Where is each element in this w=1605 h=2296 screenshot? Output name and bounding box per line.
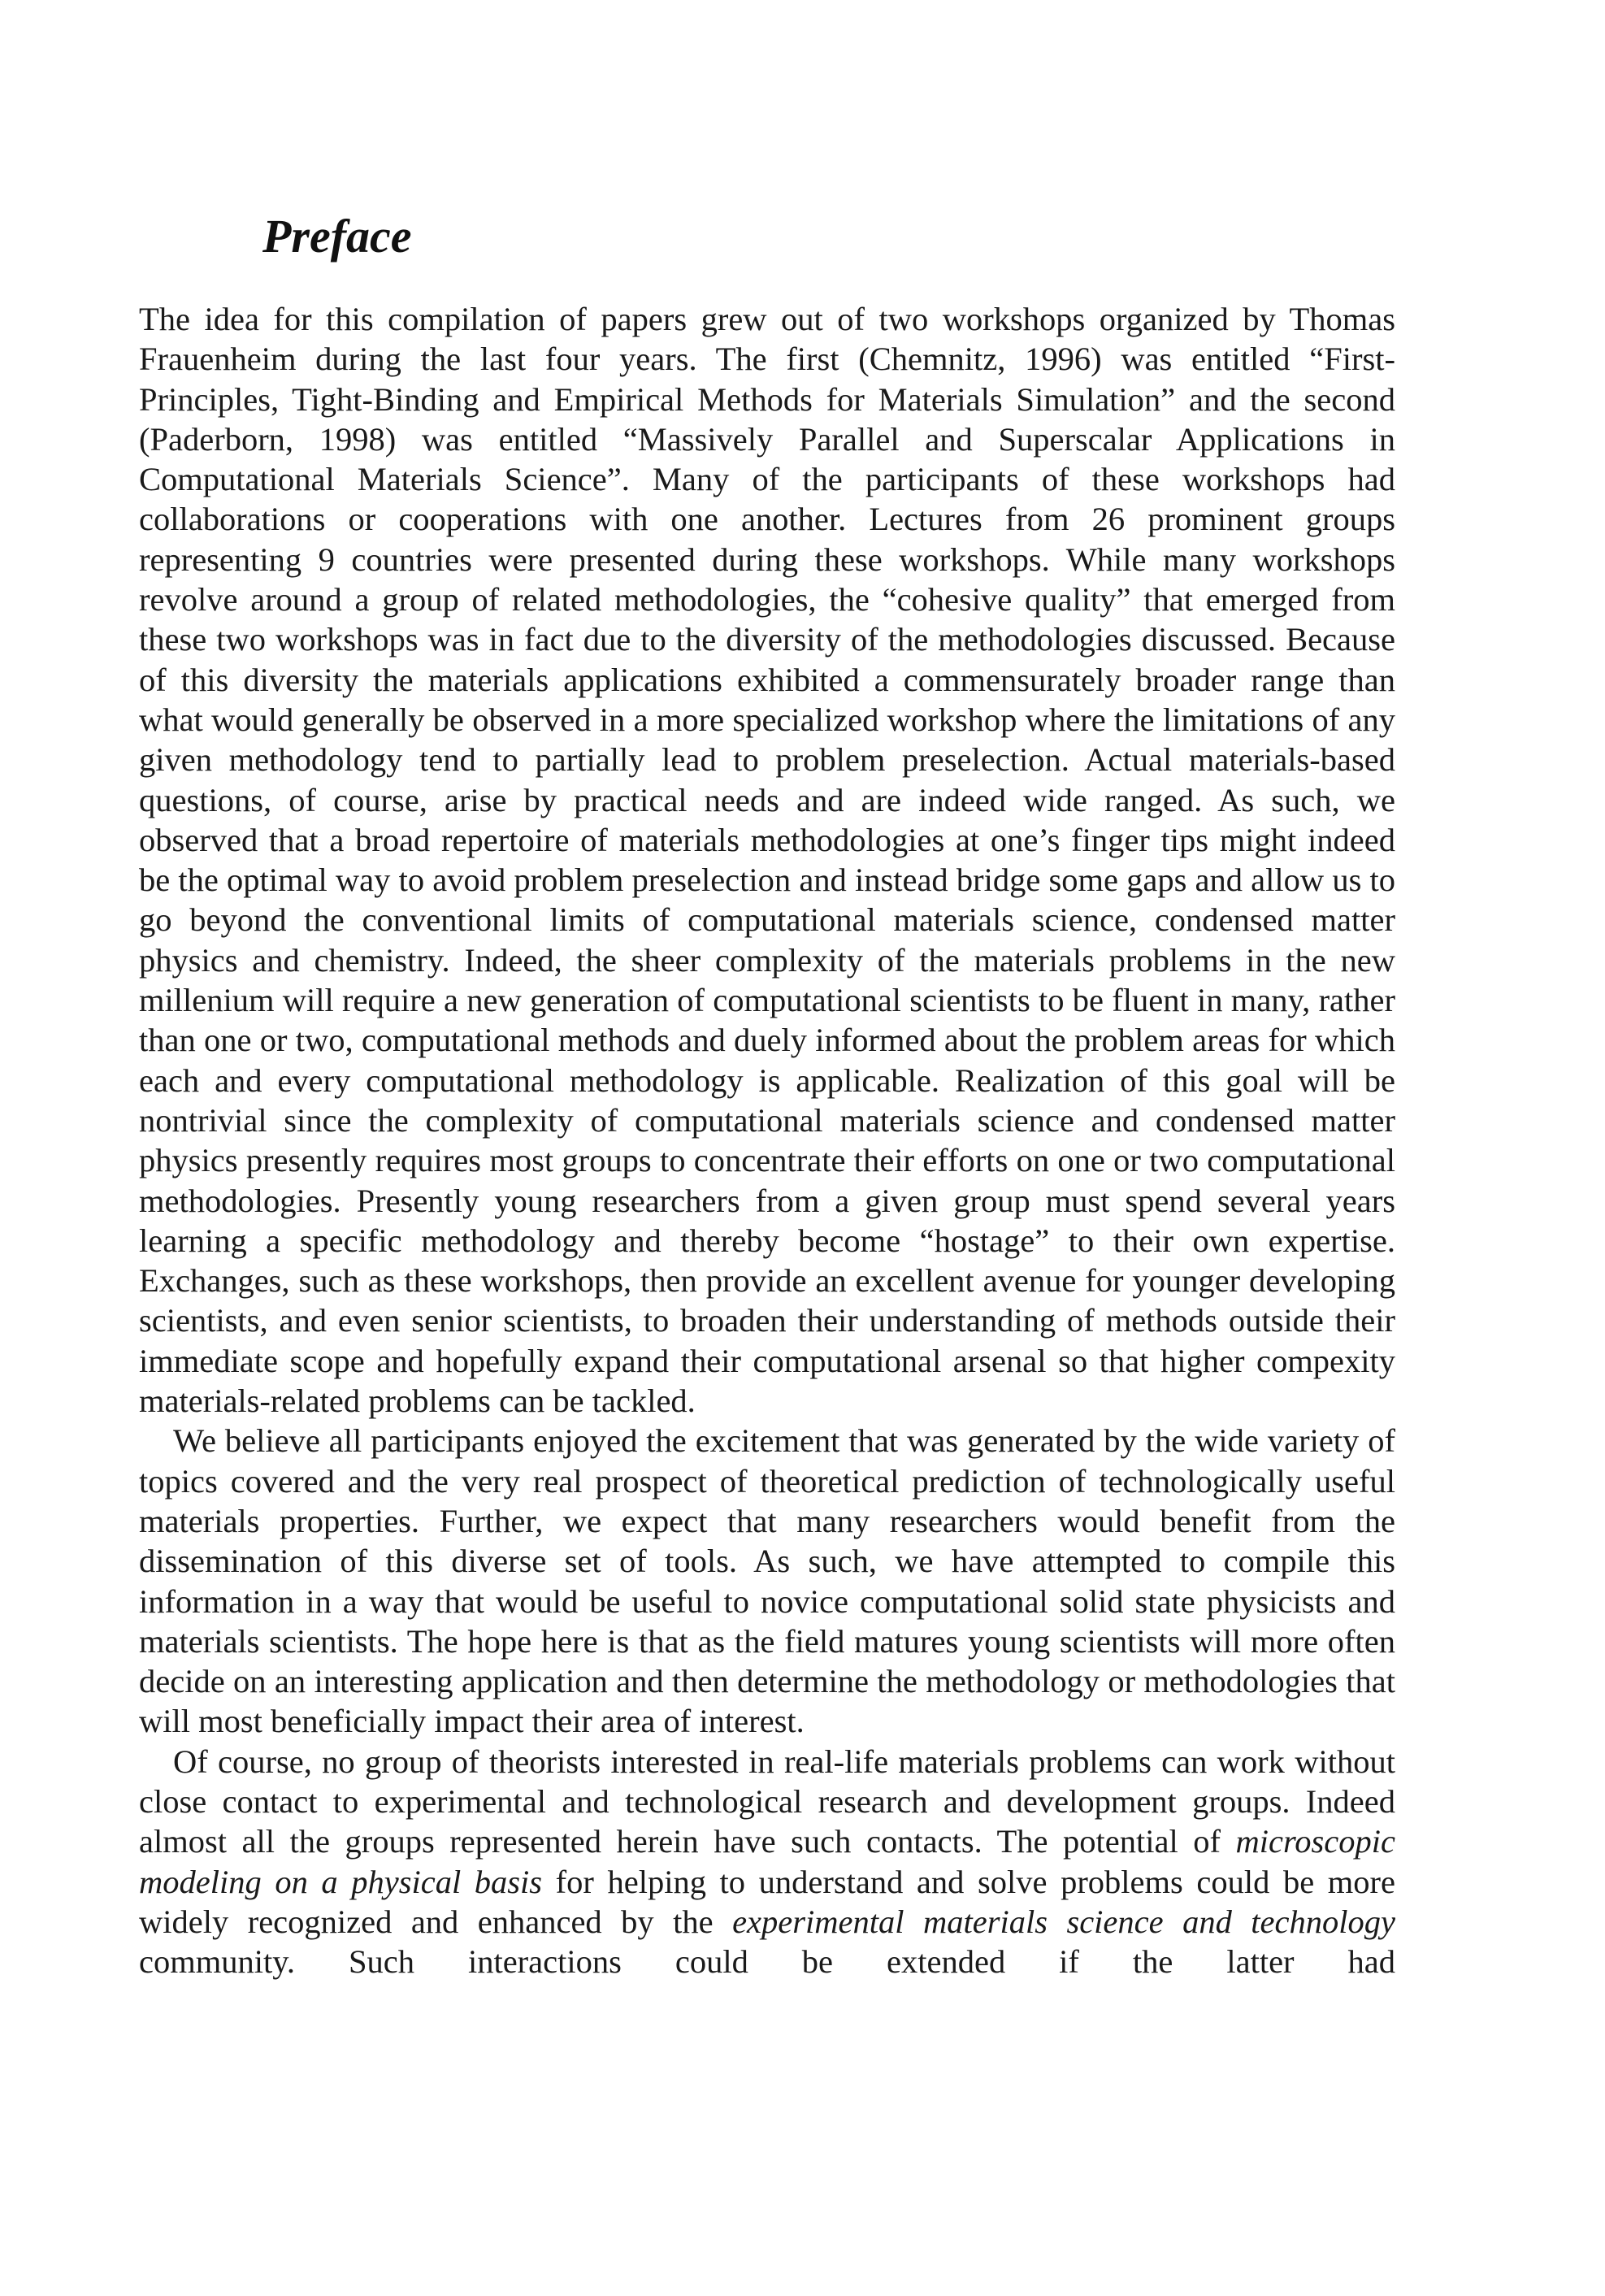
text-run: community. Such interactions could be extended if the latter had bbox=[139, 1943, 1395, 1981]
paragraph bbox=[139, 1421, 1395, 1741]
page-title: Preface bbox=[262, 210, 412, 263]
paragraph bbox=[139, 1742, 1395, 1982]
text-run: Of course, no group of theorists interested in real-life materials problems can work without close contact to experimental and technological research and development groups. Indeed almost all the groups represented herein have such contacts. The potential of bbox=[139, 1743, 1395, 1860]
emphasized-text: experimental materials science and technology bbox=[732, 1903, 1395, 1940]
emphasized-text: microscopic modeling on a physical basis bbox=[139, 1823, 1395, 1900]
text-run: The idea for this compilation of papers grew out of two workshops organized by Thomas Frauenheim during the last four years. The first (Chemnitz, 1996) was entitled “First-Principles, Tight-Binding and Empirical Methods for Materials Simulation” and the second (Paderborn, 1998) was entitled “Massively Parallel and Superscalar Applications in Computational Materials Science”. Many of the participants of these workshops had collaborations or cooperations with one another. Lectures from 26 prominent groups representing 9 countries were presented during these workshops. While many workshops revolve around a group of related methodologies, the “cohesive quality” that emerged from these two workshops was in fact due to the diversity of the methodologies discussed. Because of this diversity the materials applications exhibited a commensurately broader range than what would generally be observed in a more specialized workshop where the limitations of any given methodology tend to partially lead to problem preselection. Actual materials-based questions, of course, arise by practical needs and are indeed wide ranged. As such, we observed that a broad repertoire of materials methodologies at one’s finger tips might indeed be the optimal way to avoid problem preselection and instead bridge some gaps and allow us to go beyond the conventional limits of computational materials science, condensed matter physics and chemistry. Indeed, the sheer complexity of the materials problems in the new millenium will require a new generation of computational scientists to be fluent in many, rather than one or two, computational methods and duely informed about the problem areas for which each and every computational methodology is applicable. Realization of this goal will be nontrivial since the complexity of computational materials science and condensed matter physics presently requires most groups to concentrate their efforts on one or two computational methodologies. Presently young researchers from a given group must spend several years learning a specific methodology and thereby become “hostage” to their own expertise. Exchanges, such as these workshops, then provide an excellent avenue for younger developing scientists, and even senior scientists, to broaden their understanding of methods outside their immediate scope and hopefully expand their computational arsenal so that higher compexity materials-related problems can be tackled. bbox=[139, 301, 1395, 1420]
preface-body bbox=[139, 299, 1395, 1981]
text-run: for helping to understand and solve problems could be more widely recognized and enhanced by the bbox=[139, 1863, 1395, 1940]
text-run: We believe all participants enjoyed the excitement that was generated by the wide variety of topics covered and the very real prospect of theoretical prediction of technologically useful materials properties. Further, we expect that many researchers would benefit from the dissemination of this diverse set of tools. As such, we have attempted to compile this information in a way that would be useful to novice computational solid state physicists and materials scientists. The hope here is that as the field matures young scientists will more often decide on an interesting application and then determine the methodology or methodologies that will most beneficially impact their area of interest. bbox=[139, 1422, 1395, 1740]
paragraph bbox=[139, 299, 1395, 1421]
